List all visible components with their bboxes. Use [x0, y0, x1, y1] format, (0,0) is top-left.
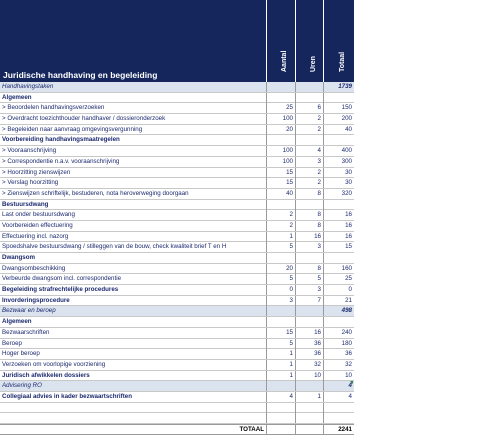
row-label-cell[interactable]: > Hoorzitting zienswijzen — [2, 168, 71, 176]
row-label-cell[interactable]: Voorbereiden effectuering — [2, 221, 73, 229]
aantal-cell[interactable]: 15 — [266, 178, 295, 188]
table-row — [0, 392, 354, 403]
row-label-cell[interactable]: Begeleiding strafrechtelijke procedures — [2, 286, 119, 294]
row-label-cell[interactable]: Bezwaarschriften — [2, 328, 50, 336]
uren-cell[interactable]: 16 — [295, 232, 323, 242]
uren-cell[interactable] — [295, 317, 323, 327]
aantal-cell[interactable] — [266, 135, 295, 145]
uren-cell[interactable]: 7 — [295, 296, 323, 306]
table-row — [0, 274, 354, 285]
totaal-cell[interactable]: 160 — [323, 264, 354, 274]
uren-cell[interactable]: 10 — [295, 371, 323, 381]
totaal-cell[interactable]: 240 — [323, 328, 354, 338]
uren-cell[interactable]: 3 — [295, 242, 323, 252]
totaal-cell[interactable]: 10 — [323, 371, 354, 381]
row-label-cell[interactable]: Algemeen — [2, 318, 32, 326]
uren-cell[interactable] — [295, 82, 323, 92]
totaal-cell[interactable]: 300 — [323, 157, 354, 167]
aantal-cell[interactable]: 100 — [266, 114, 295, 124]
aantal-cell[interactable]: 25 — [266, 103, 295, 113]
table-header — [0, 0, 354, 82]
row-label-cell[interactable]: Spoedshalve bestuursdwang / stilleggen van de bouw, check kwaliteit brief T en H — [2, 243, 227, 251]
row-label-cell[interactable]: Handhavingstaken — [2, 83, 54, 90]
empty-row — [0, 413, 354, 424]
totaal-cell[interactable]: 15 — [323, 242, 354, 252]
row-label-cell[interactable]: > Vooraanschrijving — [2, 147, 57, 155]
row-label-cell[interactable]: Last onder bestuursdwang — [2, 211, 75, 219]
table-row — [0, 232, 354, 243]
uren-cell[interactable]: 16 — [295, 328, 323, 338]
totaal-cell[interactable]: 498 — [323, 306, 354, 316]
totaal-cell[interactable]: 4 — [323, 392, 354, 402]
uren-cell[interactable] — [295, 253, 323, 263]
aantal-cell[interactable] — [266, 425, 295, 435]
table-row — [0, 210, 354, 221]
uren-cell[interactable] — [295, 381, 323, 391]
table-row — [0, 360, 354, 371]
row-label-cell[interactable]: Effectuering incl. nazorg — [2, 232, 69, 240]
totaal-cell[interactable]: 200 — [323, 114, 354, 124]
row-label-cell[interactable]: > Correspondentie n.a.v. vooraanschrijving — [2, 157, 120, 165]
uren-cell[interactable]: 32 — [295, 360, 323, 370]
aantal-cell[interactable] — [266, 200, 295, 210]
column-header-uren[interactable] — [295, 0, 323, 82]
aantal-cell[interactable]: 2 — [266, 210, 295, 220]
row-label-cell[interactable]: > Zienswijzen schriftelijk, bestuderen, nota heroverweging doorgaan — [2, 189, 189, 197]
table-row — [0, 285, 354, 296]
aantal-cell[interactable]: 2 — [266, 221, 295, 231]
category-band-row — [0, 306, 354, 317]
title-cell[interactable] — [0, 0, 266, 82]
uren-cell[interactable]: 2 — [295, 125, 323, 135]
aantal-cell[interactable]: 5 — [266, 339, 295, 349]
uren-cell[interactable]: 1 — [295, 392, 323, 402]
empty-row — [0, 403, 354, 414]
row-label-cell[interactable]: Hoger beroep — [2, 350, 40, 358]
aantal-cell[interactable]: 40 — [266, 189, 295, 199]
section-heading-row — [0, 93, 354, 104]
row-label-cell[interactable]: Juridisch afwikkelen dossiers — [2, 371, 90, 379]
table-row — [0, 296, 354, 307]
aantal-cell[interactable]: 15 — [266, 328, 295, 338]
totaal-cell[interactable]: 16 — [323, 232, 354, 242]
comment-indicator-icon — [350, 381, 353, 384]
aantal-cell[interactable]: 15 — [266, 168, 295, 178]
section-heading-row — [0, 200, 354, 211]
table-row — [0, 264, 354, 275]
totaal-cell[interactable]: 36 — [323, 349, 354, 359]
row-label-cell[interactable]: > Begeleiden naar aanvraag omgevingsvergunning — [2, 125, 143, 133]
uren-cell[interactable]: 2 — [295, 114, 323, 124]
table-row — [0, 178, 354, 189]
uren-cell[interactable]: 8 — [295, 210, 323, 220]
column-header-aantal[interactable] — [266, 0, 295, 82]
totaal-cell[interactable] — [323, 93, 354, 103]
table-body — [0, 82, 354, 435]
uren-cell[interactable]: 8 — [295, 264, 323, 274]
total-row — [0, 424, 354, 435]
uren-cell[interactable]: 3 — [295, 285, 323, 295]
totaal-cell[interactable]: 16 — [323, 221, 354, 231]
totaal-cell[interactable]: 2241 — [323, 425, 354, 435]
aantal-cell[interactable]: 100 — [266, 146, 295, 156]
aantal-cell[interactable] — [266, 403, 295, 413]
table-row — [0, 125, 354, 136]
row-label-cell[interactable]: Bezwaar en beroep — [2, 307, 56, 315]
uren-cell[interactable] — [295, 425, 323, 435]
row-label-cell[interactable]: Dwangsombeschikking — [2, 264, 66, 272]
row-label-cell[interactable]: Collegiaal advies in kader bezwaartschriften — [2, 392, 132, 400]
totaal-cell[interactable] — [323, 413, 354, 423]
aantal-cell[interactable] — [266, 413, 295, 423]
row-label-cell[interactable]: Beroep — [2, 339, 22, 347]
category-band-row — [0, 82, 354, 93]
totaal-cell[interactable]: 21 — [323, 296, 354, 306]
column-label-aantal: Aantal — [281, 50, 288, 72]
uren-cell[interactable]: 2 — [295, 178, 323, 188]
uren-cell[interactable]: 36 — [295, 349, 323, 359]
uren-cell[interactable] — [295, 93, 323, 103]
table-title: Juridische handhaving en begeleiding — [3, 70, 158, 80]
row-label-cell[interactable]: Algemeen — [2, 93, 32, 101]
aantal-cell[interactable]: 1 — [266, 360, 295, 370]
column-label-uren: Uren — [309, 56, 317, 72]
uren-cell[interactable]: 8 — [295, 221, 323, 231]
aantal-cell[interactable]: 1 — [266, 232, 295, 242]
column-header-totaal[interactable] — [323, 0, 354, 82]
totaal-cell[interactable] — [323, 253, 354, 263]
aantal-cell[interactable]: 5 — [266, 242, 295, 252]
row-label-cell[interactable]: Verbeurde dwangsom incl. correspondentie — [2, 275, 122, 283]
totaal-cell[interactable]: 40 — [323, 125, 354, 135]
totaal-cell[interactable]: 32 — [323, 360, 354, 370]
aantal-cell[interactable]: 20 — [266, 264, 295, 274]
aantal-cell[interactable]: 20 — [266, 125, 295, 135]
row-label-cell[interactable]: Invorderingsprocedure — [2, 296, 70, 304]
totaal-cell[interactable]: 320 — [323, 189, 354, 199]
aantal-cell[interactable] — [266, 306, 295, 316]
aantal-cell[interactable] — [266, 93, 295, 103]
totaal-cell[interactable]: 25 — [323, 274, 354, 284]
aantal-cell[interactable]: 5 — [266, 274, 295, 284]
uren-cell[interactable]: 8 — [295, 189, 323, 199]
totaal-cell[interactable]: 30 — [323, 168, 354, 178]
table-row — [0, 189, 354, 200]
totaal-cell[interactable]: 16 — [323, 210, 354, 220]
table-row — [0, 221, 354, 232]
aantal-cell[interactable] — [266, 317, 295, 327]
aantal-cell[interactable]: 3 — [266, 296, 295, 306]
uren-cell[interactable]: 3 — [295, 157, 323, 167]
totaal-cell[interactable]: 400 — [323, 146, 354, 156]
totaal-cell[interactable]: 1739 — [323, 82, 354, 92]
totaal-cell[interactable] — [323, 317, 354, 327]
totaal-cell[interactable]: 150 — [323, 103, 354, 113]
column-label-totaal: Totaal — [339, 51, 346, 72]
table-row — [0, 146, 354, 157]
row-label-cell[interactable]: Verzoeken om voorlopige voorziening — [2, 360, 106, 368]
totaal-cell[interactable] — [323, 200, 354, 210]
uren-cell[interactable]: 2 — [295, 168, 323, 178]
section-heading-row — [0, 317, 354, 328]
aantal-cell[interactable]: 4 — [266, 392, 295, 402]
uren-cell[interactable]: 4 — [295, 146, 323, 156]
aantal-cell[interactable]: 0 — [266, 285, 295, 295]
section-heading-row — [0, 253, 354, 264]
table-row — [0, 168, 354, 179]
uren-cell[interactable] — [295, 200, 323, 210]
table-row — [0, 349, 354, 360]
totaal-cell[interactable] — [323, 403, 354, 413]
section-heading-row — [0, 135, 354, 146]
uren-cell[interactable]: 6 — [295, 103, 323, 113]
aantal-cell[interactable]: 1 — [266, 349, 295, 359]
table-row — [0, 339, 354, 350]
totaal-cell[interactable]: 180 — [323, 339, 354, 349]
table-row — [0, 242, 354, 253]
aantal-cell[interactable]: 100 — [266, 157, 295, 167]
uren-cell[interactable]: 36 — [295, 339, 323, 349]
totaal-cell[interactable]: 30 — [323, 178, 354, 188]
uren-cell[interactable] — [295, 306, 323, 316]
uren-cell[interactable] — [295, 403, 323, 413]
category-band-row — [0, 381, 354, 392]
uren-cell[interactable] — [295, 135, 323, 145]
row-label-cell[interactable]: Advisering RO — [2, 382, 42, 390]
table-row — [0, 103, 354, 114]
totaal-cell[interactable]: 0 — [323, 285, 354, 295]
row-label-cell[interactable]: Bestuursdwang — [2, 200, 49, 208]
aantal-cell[interactable] — [266, 82, 295, 92]
table-row — [0, 371, 354, 382]
row-label-cell[interactable]: TOTAAL — [239, 426, 264, 433]
totaal-cell[interactable] — [323, 135, 354, 145]
row-label-cell[interactable]: > Overdracht toezichthouder handhaver / dossieronderzoek — [2, 115, 166, 123]
aantal-cell[interactable]: 1 — [266, 371, 295, 381]
aantal-cell[interactable] — [266, 381, 295, 391]
row-label-cell[interactable]: Voorbereiding handhavingsmaatregelen — [2, 136, 120, 144]
row-label-cell[interactable]: > Verslag hoorzitting — [2, 179, 59, 187]
table-row — [0, 157, 354, 168]
totaal-cell[interactable]: 4 — [323, 381, 354, 391]
row-label-cell[interactable]: > Beoordelen handhavingsverzoeken — [2, 104, 105, 112]
uren-cell[interactable]: 5 — [295, 274, 323, 284]
table-row — [0, 328, 354, 339]
table-row — [0, 114, 354, 125]
row-label-cell[interactable]: Dwangsom — [2, 254, 36, 261]
uren-cell[interactable] — [295, 413, 323, 423]
aantal-cell[interactable] — [266, 253, 295, 263]
